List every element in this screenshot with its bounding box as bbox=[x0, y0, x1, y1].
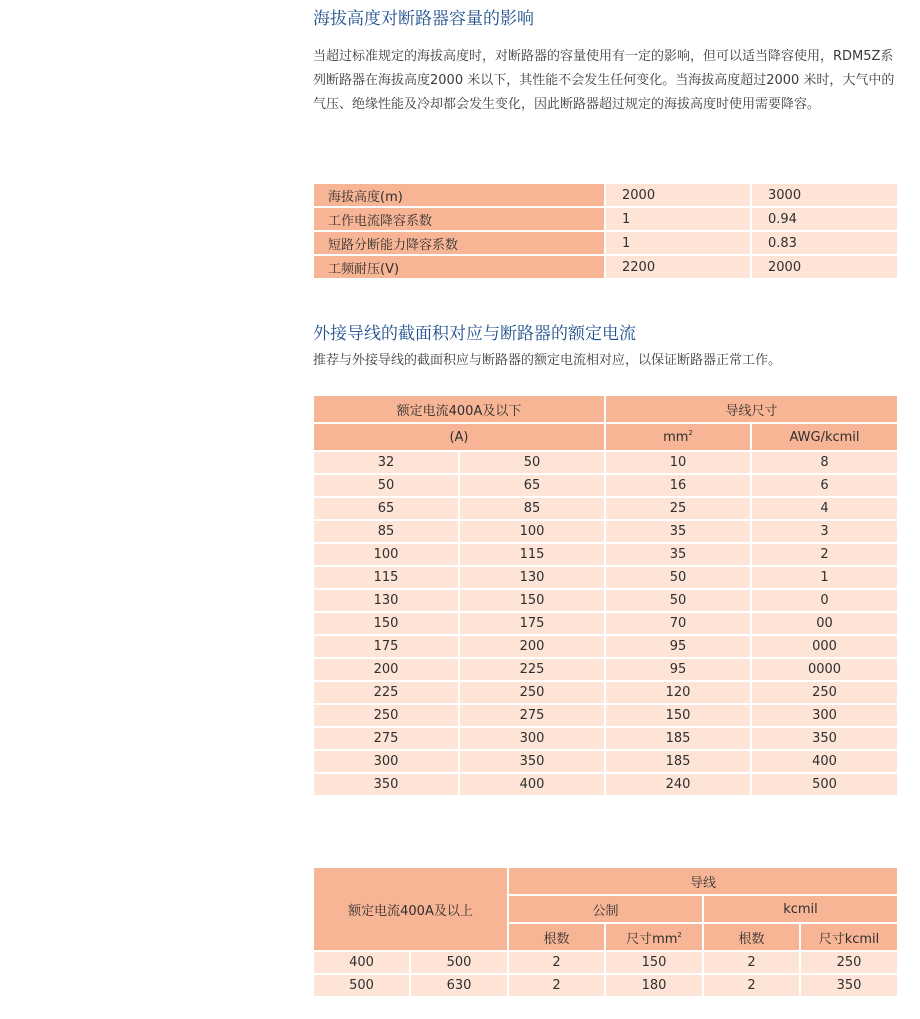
table-row bbox=[313, 681, 898, 704]
table-row bbox=[313, 566, 898, 589]
size-mm2-cell: 150 bbox=[605, 951, 703, 974]
row-label: 海拔高度(m) bbox=[313, 183, 605, 207]
row-label: 工频耐压(V) bbox=[313, 255, 605, 279]
awg-cell: 0000 bbox=[751, 658, 898, 681]
table-row bbox=[313, 520, 898, 543]
header-row bbox=[313, 423, 898, 451]
header-kcmil: kcmil bbox=[703, 895, 898, 923]
current-from-cell: 300 bbox=[313, 750, 459, 773]
value-2000m: 2200 bbox=[605, 255, 751, 279]
count-metric-cell: 2 bbox=[508, 951, 605, 974]
awg-cell: 2 bbox=[751, 543, 898, 566]
mm2-cell: 240 bbox=[605, 773, 751, 796]
current-from-cell: 32 bbox=[313, 451, 459, 474]
current-to-cell: 150 bbox=[459, 589, 605, 612]
table-row bbox=[313, 750, 898, 773]
current-from-cell: 65 bbox=[313, 497, 459, 520]
current-from-cell: 275 bbox=[313, 727, 459, 750]
mm2-cell: 16 bbox=[605, 474, 751, 497]
table-row bbox=[313, 543, 898, 566]
size-mm2-cell: 180 bbox=[605, 974, 703, 997]
current-from-cell: 130 bbox=[313, 589, 459, 612]
mm2-cell: 70 bbox=[605, 612, 751, 635]
row-label: 短路分断能力降容系数 bbox=[313, 231, 605, 255]
awg-cell: 6 bbox=[751, 474, 898, 497]
current-from-cell: 250 bbox=[313, 704, 459, 727]
current-to-cell: 50 bbox=[459, 451, 605, 474]
mm2-cell: 120 bbox=[605, 681, 751, 704]
current-from-cell: 115 bbox=[313, 566, 459, 589]
awg-cell: 500 bbox=[751, 773, 898, 796]
header-size-mm-sup: 2 bbox=[677, 930, 682, 939]
wire-section-title: 外接导线的截面积对应与断路器的额定电流 bbox=[313, 324, 636, 344]
header-mm-sup: 2 bbox=[688, 429, 693, 437]
table-row bbox=[313, 183, 898, 207]
header-metric: 公制 bbox=[508, 895, 703, 923]
header-mm2 bbox=[605, 423, 751, 451]
altitude-section-title: 海拔高度对断路器容量的影响 bbox=[313, 9, 534, 29]
header-size-mm-text: 尺寸mm bbox=[626, 931, 678, 947]
awg-cell: 00 bbox=[751, 612, 898, 635]
current-from-cell: 225 bbox=[313, 681, 459, 704]
awg-cell: 350 bbox=[751, 727, 898, 750]
awg-cell: 1 bbox=[751, 566, 898, 589]
header-mm-text: mm bbox=[663, 430, 689, 445]
value-3000m: 3000 bbox=[751, 183, 898, 207]
current-from-cell: 85 bbox=[313, 520, 459, 543]
awg-cell: 8 bbox=[751, 451, 898, 474]
awg-cell: 250 bbox=[751, 681, 898, 704]
table-row bbox=[313, 612, 898, 635]
awg-cell: 3 bbox=[751, 520, 898, 543]
table-row bbox=[313, 589, 898, 612]
row-label: 工作电流降容系数 bbox=[313, 207, 605, 231]
header-wire: 导线 bbox=[508, 867, 898, 895]
mm2-cell: 35 bbox=[605, 543, 751, 566]
current-from-cell: 100 bbox=[313, 543, 459, 566]
awg-cell: 4 bbox=[751, 497, 898, 520]
wire-size-table bbox=[312, 394, 899, 797]
value-2000m: 1 bbox=[605, 231, 751, 255]
header-count-kcmil: 根数 bbox=[703, 923, 800, 951]
awg-cell: 400 bbox=[751, 750, 898, 773]
current-to-cell: 225 bbox=[459, 658, 605, 681]
mm2-cell: 35 bbox=[605, 520, 751, 543]
mm2-cell: 25 bbox=[605, 497, 751, 520]
table-row bbox=[313, 658, 898, 681]
current-to-cell: 175 bbox=[459, 612, 605, 635]
header-row bbox=[313, 395, 898, 423]
awg-cell: 000 bbox=[751, 635, 898, 658]
current-from-cell: 50 bbox=[313, 474, 459, 497]
current-to-cell: 250 bbox=[459, 681, 605, 704]
table-row bbox=[313, 255, 898, 279]
header-count-metric: 根数 bbox=[508, 923, 605, 951]
mm2-cell: 95 bbox=[605, 635, 751, 658]
table-row bbox=[313, 474, 898, 497]
current-to-cell: 115 bbox=[459, 543, 605, 566]
table-row bbox=[313, 497, 898, 520]
awg-cell: 0 bbox=[751, 589, 898, 612]
current-from-cell: 150 bbox=[313, 612, 459, 635]
large-current-wire-table bbox=[312, 866, 899, 998]
current-to-cell: 400 bbox=[459, 773, 605, 796]
value-2000m: 2000 bbox=[605, 183, 751, 207]
table-row bbox=[313, 727, 898, 750]
mm2-cell: 150 bbox=[605, 704, 751, 727]
mm2-cell: 10 bbox=[605, 451, 751, 474]
value-3000m: 0.83 bbox=[751, 231, 898, 255]
header-unit-amps: (A) bbox=[313, 423, 605, 451]
header-row bbox=[313, 867, 898, 895]
current-to-cell: 350 bbox=[459, 750, 605, 773]
header-wire-size: 导线尺寸 bbox=[605, 395, 898, 423]
awg-cell: 300 bbox=[751, 704, 898, 727]
current-to-cell: 500 bbox=[410, 951, 508, 974]
current-to-cell: 630 bbox=[410, 974, 508, 997]
value-3000m: 0.94 bbox=[751, 207, 898, 231]
current-from-cell: 350 bbox=[313, 773, 459, 796]
current-to-cell: 200 bbox=[459, 635, 605, 658]
current-to-cell: 275 bbox=[459, 704, 605, 727]
current-to-cell: 300 bbox=[459, 727, 605, 750]
current-to-cell: 85 bbox=[459, 497, 605, 520]
altitude-section-paragraph: 当超过标准规定的海拔高度时，对断路器的容量使用有一定的影响，但可以适当降容使用，RDM5Z系列断路器在海拔高度2000 米以下，其性能不会发生任何变化。当海拔高度超过2000 米时，大气中的气压、绝缘性能及冷却都会发生变化，因此断路器超过规定的海拔高度时使用需要降容。 bbox=[313, 49, 895, 112]
wire-section-intro: 推荐与外接导线的截面积应与断路器的额定电流相对应，以保证断路器正常工作。 bbox=[313, 353, 782, 368]
altitude-derating-table bbox=[312, 182, 899, 280]
current-from-cell: 175 bbox=[313, 635, 459, 658]
current-from-cell: 400 bbox=[313, 951, 410, 974]
table-row bbox=[313, 951, 898, 974]
mm2-cell: 50 bbox=[605, 566, 751, 589]
table-row bbox=[313, 974, 898, 997]
mm2-cell: 185 bbox=[605, 750, 751, 773]
current-to-cell: 130 bbox=[459, 566, 605, 589]
mm2-cell: 185 bbox=[605, 727, 751, 750]
size-kcmil-cell: 350 bbox=[800, 974, 898, 997]
header-size-mm2 bbox=[605, 923, 703, 951]
current-to-cell: 65 bbox=[459, 474, 605, 497]
table-row bbox=[313, 773, 898, 796]
value-3000m: 2000 bbox=[751, 255, 898, 279]
table-row bbox=[313, 704, 898, 727]
value-2000m: 1 bbox=[605, 207, 751, 231]
table-row bbox=[313, 231, 898, 255]
mm2-cell: 50 bbox=[605, 589, 751, 612]
header-rated-current-large: 额定电流400A及以上 bbox=[313, 867, 508, 951]
table-row bbox=[313, 451, 898, 474]
size-kcmil-cell: 250 bbox=[800, 951, 898, 974]
header-size-kcmil: 尺寸kcmil bbox=[800, 923, 898, 951]
count-kcmil-cell: 2 bbox=[703, 974, 800, 997]
count-metric-cell: 2 bbox=[508, 974, 605, 997]
table-row bbox=[313, 635, 898, 658]
current-to-cell: 100 bbox=[459, 520, 605, 543]
current-from-cell: 500 bbox=[313, 974, 410, 997]
header-rated-current: 额定电流400A及以下 bbox=[313, 395, 605, 423]
table-row bbox=[313, 207, 898, 231]
header-awg: AWG/kcmil bbox=[751, 423, 898, 451]
count-kcmil-cell: 2 bbox=[703, 951, 800, 974]
mm2-cell: 95 bbox=[605, 658, 751, 681]
current-from-cell: 200 bbox=[313, 658, 459, 681]
